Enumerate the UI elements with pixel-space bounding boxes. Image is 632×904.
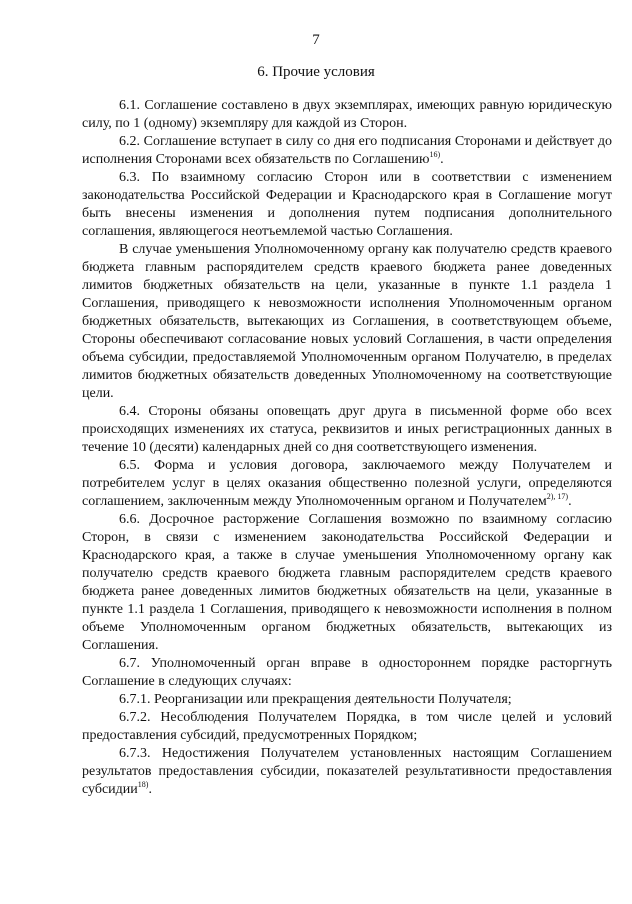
paragraph-6-7-3: 6.7.3. Недостижения Получателем установленных настоящим Соглашением результатов предоставления субсидии, показателей результативности предоставления субсидии$^{18)}$.	[82, 746, 612, 797]
section-title: 6. Прочие условия	[257, 64, 375, 80]
paragraph-6-3-continued: В случае уменьшения Уполномоченному органу как получателю средств краевого бюджета главным распорядителем средств краевого бюджета ранее доведенных лимитов бюджетных обязательств на цели, указанные в пункте 1.1 раздела 1 Соглашения, приводящего к невозможности исполнения Уполномоченным органом бюджетных обязательств, вытекающих из Соглашения, в соответствующем объеме, Стороны обеспечивают согласование новых условий Соглашения, в части определения объема субсидии, предоставляемой Уполномоченным органом Получателю, в пределах лимитов бюджетных обязательств доведенных Уполномоченному на соответствующие цели.	[82, 242, 612, 401]
paragraph-6-7-1: 6.7.1. Реорганизации или прекращения деятельности Получателя;	[119, 692, 512, 707]
footnote-ref: 16)	[429, 150, 441, 159]
footnote-ref: 18)	[137, 780, 149, 789]
paragraph-6-7: 6.7. Уполномоченный орган вправе в одностороннем порядке расторгнуть Соглашение в следующих случаях:	[82, 656, 612, 689]
paragraph-6-2: 6.2. Соглашение вступает в силу со дня его подписания Сторонами и действует до исполнения Сторонами всех обязательств по Соглашению$^{16)}$.	[82, 134, 612, 167]
paragraph-6-3: 6.3. По взаимному согласию Сторон или в соответствии с изменением законодательства Российской Федерации и Краснодарского края в Соглашение могут быть внесены изменения и дополнения путем подписания дополнительного соглашения, являющегося неотъемлемой частью Соглашения.	[82, 170, 612, 239]
paragraph-6-6: 6.6. Досрочное расторжение Соглашения возможно по взаимному согласию Сторон, в связи с изменением законодательства Российской Федерации и Краснодарского края, а также в случае уменьшения Уполномоченному органу как получателю средств краевого бюджета главным распорядителем средств краевого бюджета ранее доведенных лимитов бюджетных обязательств на цели, указанные в пункте 1.1 раздела 1 Соглашения, приводящего к невозможности исполнения в полном объеме Уполномоченным органом бюджетных обязательств, вытекающих из Соглашения.	[82, 512, 612, 653]
paragraph-6-1: 6.1. Соглашение составлено в двух экземплярах, имеющих равную юридическую силу, по 1 (одному) экземпляру для каждой из Сторон.	[82, 98, 612, 131]
page-number: 7	[312, 32, 320, 48]
paragraph-6-7-2: 6.7.2. Несоблюдения Получателем Порядка, в том числе целей и условий предоставления субсидий, предусмотренных Порядком;	[82, 710, 612, 743]
paragraph-6-4: 6.4. Стороны обязаны оповещать друг друга в письменной форме обо всех происходящих изменениях их статуса, реквизитов и иных регистрационных данных в течение 10 (десяти) календарных дней со дня соответствующего изменения.	[82, 404, 612, 455]
footnote-ref: 2), 17)	[546, 492, 569, 501]
paragraph-6-5: 6.5. Форма и условия договора, заключаемого между Получателем и потребителем услуг в целях оказания общественно полезной услуги, определяются соглашением, заключенным между Уполномоченным органом и Получателем$^{2), 17)}$.	[82, 458, 612, 509]
document-body	[82, 97, 612, 799]
